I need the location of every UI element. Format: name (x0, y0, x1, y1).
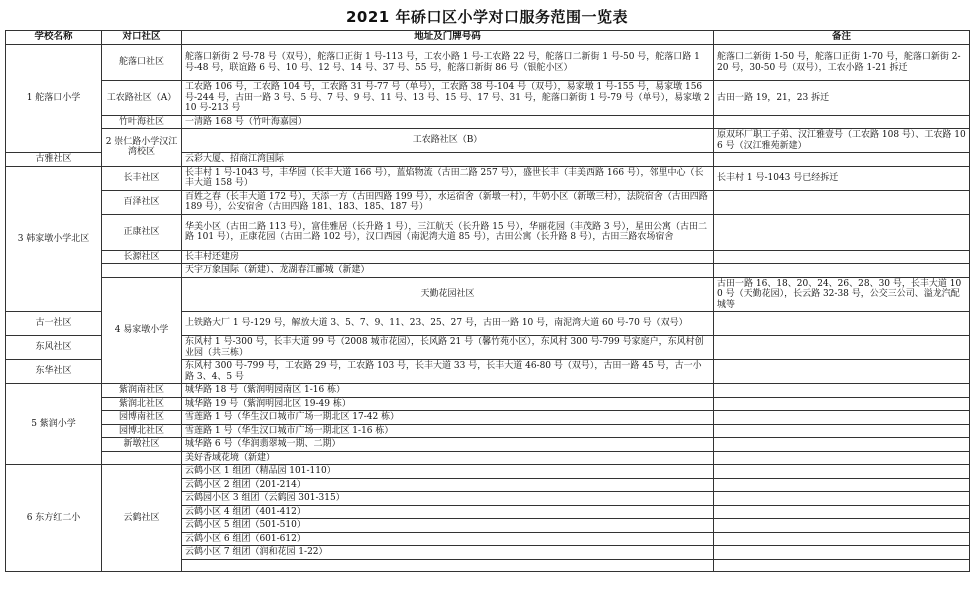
address-cell: 城华路 19 号（紫润明园北区 19-49 栋） (182, 397, 714, 411)
table-row (6, 264, 970, 278)
community-cell: 舵落口社区 (102, 45, 182, 81)
address-cell: 城华路 18 号（紫润明园南区 1-16 栋） (182, 384, 714, 398)
address-cell: 云鹤小区 4 组团（401-412） (182, 505, 714, 519)
address-cell: 一清路 168 号（竹叶海嘉园） (182, 115, 714, 129)
note-cell (714, 153, 970, 167)
note-cell (714, 559, 970, 571)
community-cell: 新墩社区 (102, 438, 182, 452)
community-cell: 工农路社区（A） (102, 81, 182, 116)
community-cell: 长源社区 (102, 250, 182, 264)
address-cell: 工农路 106 号，工农路 104 号，工农路 31 号-77 号（单号），工农路 38 号-104 号（双号），易家墩 1 号-155 号，易家墩 156 号-244 号，古田一路 3 号、5 号、7 号、9 号、11 号、13 号、15 号、17 号、31 号，舵落口新街 1 号-79 号（单号），易家墩 210 号-213 号 (182, 81, 714, 116)
note-cell (714, 190, 970, 214)
community-cell (102, 451, 182, 465)
address-cell: 东风村 300 号-799 号，工农路 29 号，工农路 103 号，长丰大道 33 号，长丰大道 46-80 号（双号），古田一路 45 号，古一小路 3、4、5 号 (182, 360, 714, 384)
note-cell (714, 360, 970, 384)
note-cell (714, 397, 970, 411)
community-cell: 天勤花园社区 (182, 277, 714, 312)
table-row (6, 214, 970, 250)
community-cell: 百泽社区 (102, 190, 182, 214)
note-cell: 古田一路 19，21，23 拆迁 (714, 81, 970, 116)
note-cell (714, 336, 970, 360)
note-cell (714, 465, 970, 479)
school-name-cell: 3 韩家墩小学北区 (6, 166, 102, 312)
address-cell: 云鹤小区 5 组团（501-510） (182, 519, 714, 533)
note-cell: 长丰村 1 号-1043 号已经拆迁 (714, 166, 970, 190)
community-cell: 长丰社区 (102, 166, 182, 190)
page-title: 2021 年硚口区小学对口服务范围一览表 (346, 8, 628, 26)
note-cell (714, 250, 970, 264)
note-cell (714, 438, 970, 452)
table-row (6, 411, 970, 425)
community-cell: 云鹤社区 (102, 465, 182, 572)
community-cell: 东华社区 (6, 360, 102, 384)
table-row (6, 438, 970, 452)
address-cell: 云鹤小区 7 组团（润和花园 1-22） (182, 546, 714, 560)
table-row (6, 166, 970, 190)
note-cell (714, 519, 970, 533)
address-cell: 华美小区（古田二路 113 号），富佳雅居（长升路 1 号），三江航天（长升路 15 号），华丽花园（丰茂路 3 号），星田公寓（古田二路 101 号），正康花园（古田二路 102 号），汉口西园（南泥湾大道 85 号），古田公寓（长升路 8 号），古田三路农场宿舍 (182, 214, 714, 250)
address-cell: 古田一路 16、18、20、24、26、28、30 号，长丰大道 100 号（天勤花园），长云路 32-38 号，公交三公司、溢龙汽配城等 (714, 277, 970, 312)
address-cell: 美好香域花境（新建） (182, 451, 714, 465)
table-row (6, 465, 970, 479)
address-cell: 上铁路大厂 1 号-129 号，解放大道 3、5、7、9、11、23、25、27 号，古田一路 10 号，南泥湾大道 60 号-70 号（双号） (182, 312, 714, 336)
address-cell: 云彩大厦、招商江湾国际 (182, 153, 714, 167)
address-cell: 百姓之春（长丰大道 172 号），天添一方（古田四路 199 号），水运宿舍（新墩一村），牛奶小区（新墩三村），法院宿舍（古田四路 189 号），公安宿舍（古田四路 181、183、185、187 号） (182, 190, 714, 214)
note-cell (714, 384, 970, 398)
address-cell: 云鹤小区 6 组团（601-612） (182, 532, 714, 546)
note-cell (714, 214, 970, 250)
table-row (6, 81, 970, 116)
community-cell: 工农路社区（B） (182, 129, 714, 153)
header-address: 地址及门牌号码 (182, 31, 714, 45)
address-cell: 云鹤小区 1 组团（精品园 101-110） (182, 465, 714, 479)
community-cell: 正康社区 (102, 214, 182, 250)
address-cell: 云鹤园小区 3 组团（云鹤园 301-315） (182, 492, 714, 506)
note-cell (714, 115, 970, 129)
note-cell (714, 411, 970, 425)
community-cell: 园博南社区 (102, 411, 182, 425)
table-body (6, 45, 970, 572)
header-community: 对口社区 (102, 31, 182, 45)
note-cell (714, 492, 970, 506)
school-name-cell: 4 易家墩小学 (102, 277, 182, 384)
school-name-cell: 2 崇仁路小学汉江湾校区 (102, 129, 182, 167)
header-note: 备注 (714, 31, 970, 45)
school-name-cell: 5 紫润小学 (6, 384, 102, 465)
community-cell: 紫润北社区 (102, 397, 182, 411)
table-row (6, 397, 970, 411)
address-cell (182, 559, 714, 571)
note-cell (714, 312, 970, 336)
note-cell (714, 451, 970, 465)
note-cell (714, 478, 970, 492)
table-row (6, 250, 970, 264)
address-cell: 城华路 6 号（华润翡翠城一期、二期） (182, 438, 714, 452)
note-cell: 舵落口二新街 1-50 号，舵落口正街 1-70 号，舵落口新街 2-20 号，30-50 号（双号），工农小路 1-21 拆迁 (714, 45, 970, 81)
address-cell: 天宇万象国际（新建）、龙湖春江郦城（新建） (182, 264, 714, 278)
note-cell (714, 505, 970, 519)
community-cell: 竹叶海社区 (102, 115, 182, 129)
table-header-row (6, 31, 970, 45)
address-cell: 云鹤小区 2 组团（201-214） (182, 478, 714, 492)
school-name-cell: 1 舵落口小学 (6, 45, 102, 153)
table-row (6, 190, 970, 214)
table-row (6, 451, 970, 465)
header-school: 学校名称 (6, 31, 102, 45)
note-cell (714, 532, 970, 546)
address-cell: 长丰村 1 号-1043 号，丰华园（长丰大道 166 号），蓝焰物流（古田二路 257 号），盛世长丰（丰美西路 166 号），邻里中心（长丰大道 158 号） (182, 166, 714, 190)
community-cell: 园博北社区 (102, 424, 182, 438)
address-cell: 原双环厂职工子弟、汉江雅壹号（工农路 108 号）、工农路 106 号（汉江雅苑新建） (714, 129, 970, 153)
note-cell (714, 424, 970, 438)
community-cell: 古雅社区 (6, 153, 102, 167)
table-row (6, 384, 970, 398)
address-cell: 舵落口新街 2 号-78 号（双号），舵落口正街 1 号-113 号，工农小路 1 号-工农路 22 号，舵落口二新街 1 号-50 号，舵落口路 1 号-48 号，联谊路 6 号、10 号、12 号、14 号、37 号、55 号，舵落口新街 86 号（银舵小区） (182, 45, 714, 81)
table-row (6, 277, 970, 312)
community-cell: 紫润南社区 (102, 384, 182, 398)
address-cell: 雪莲路 1 号（华生汉口城市广场一期北区 17-42 栋） (182, 411, 714, 425)
table-row (6, 424, 970, 438)
note-cell (714, 264, 970, 278)
note-cell (714, 546, 970, 560)
address-cell: 雪莲路 1 号（华生汉口城市广场一期北区 1-16 栋） (182, 424, 714, 438)
address-cell: 长丰村还建房 (182, 250, 714, 264)
table-row (6, 45, 970, 81)
address-cell: 东风村 1 号-300 号，长丰大道 99 号（2008 城市花园），长风路 21 号（馨竹苑小区），东风村 300 号-799 号家庭户，东风村创业园（共三栋） (182, 336, 714, 360)
community-cell: 东风社区 (6, 336, 102, 360)
school-name-cell: 6 东方红二小 (6, 465, 102, 572)
school-zone-table (5, 30, 970, 572)
community-cell (102, 264, 182, 278)
community-cell: 古一社区 (6, 312, 102, 336)
table-row (6, 129, 970, 153)
table-row (6, 115, 970, 129)
